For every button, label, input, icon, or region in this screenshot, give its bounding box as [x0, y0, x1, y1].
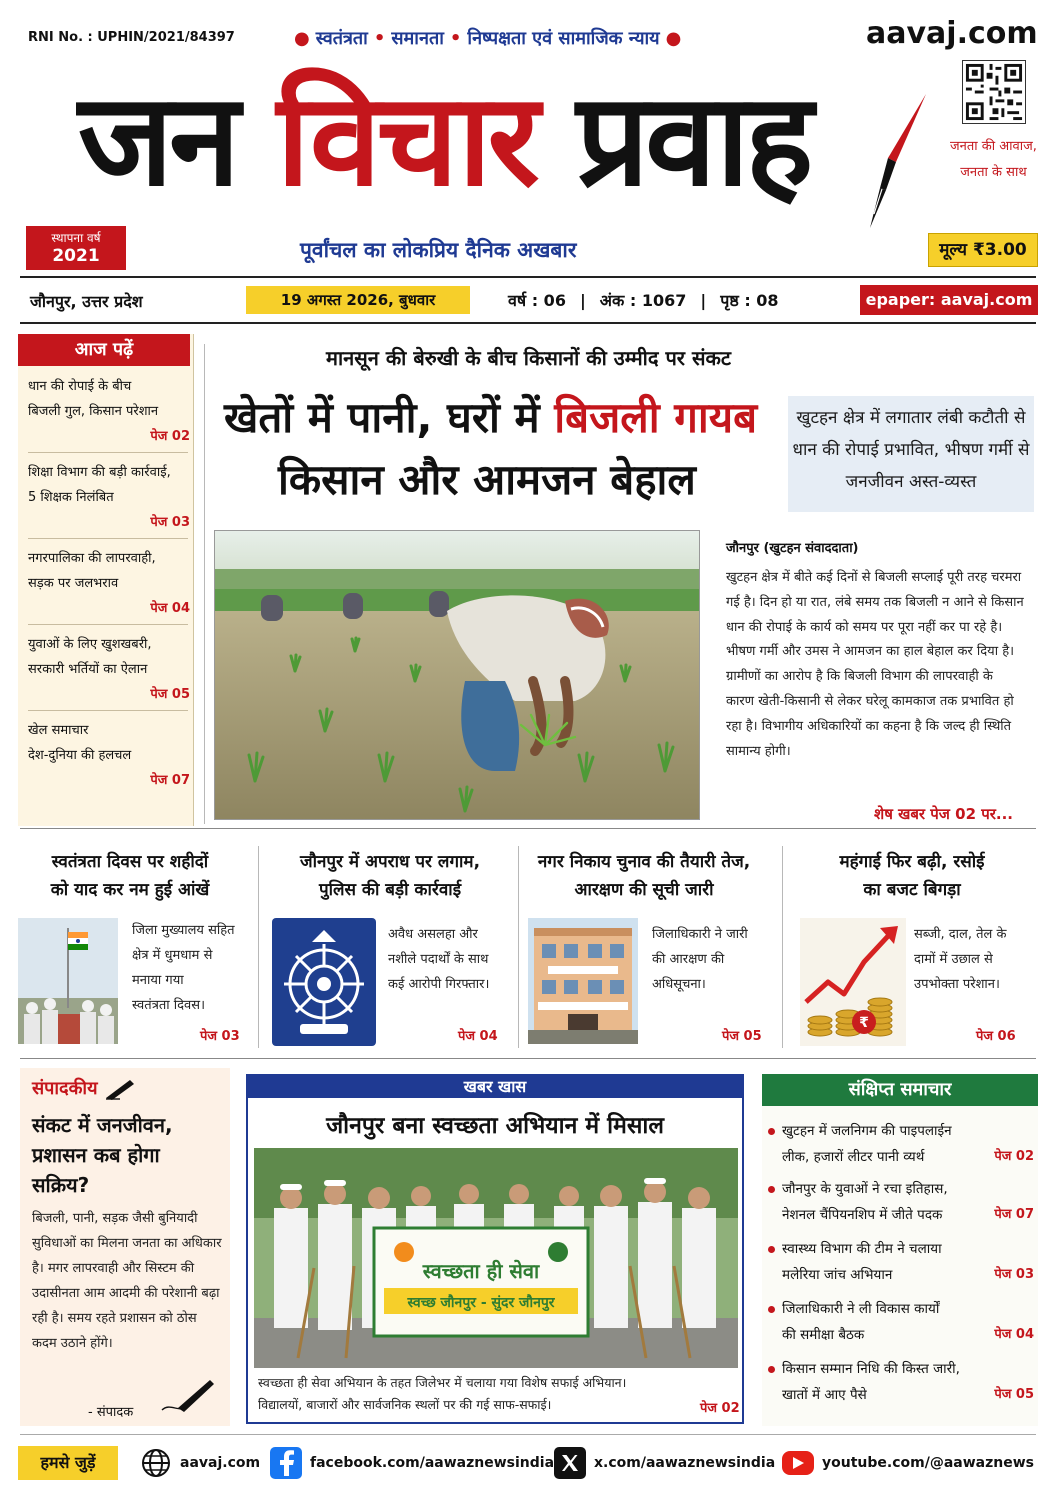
sidebar-title: आज पढ़ें: [18, 334, 190, 366]
brief-news-page: पेज 07: [994, 1207, 1034, 1222]
column-divider: [258, 846, 259, 1048]
brief-news-item[interactable]: [768, 1296, 1038, 1350]
rni-number: RNI No. : UPHIN/2021/84397: [28, 30, 235, 45]
caption-line: स्वच्छता ही सेवा अभियान के तहत जिलेभर में चलाया गया विशेष सफाई अभियान।: [258, 1375, 627, 1390]
brief-news-title: संक्षिप्त समाचार: [762, 1074, 1038, 1106]
sidebar-item-line: धान की रोपाई के बीच: [28, 379, 132, 394]
site-url[interactable]: aavaj.com: [866, 16, 1038, 51]
motto-line: जनता की आवाज,: [950, 139, 1037, 154]
column-divider: [204, 344, 205, 824]
story-title-line: महंगाई फिर बढ़ी, रसोई: [839, 852, 985, 872]
x-icon: [554, 1447, 586, 1479]
story-card-page[interactable]: पेज 05: [722, 1029, 762, 1044]
bullet-icon: ●: [294, 28, 310, 49]
brief-news-line: मलेरिया जांच अभियान: [782, 1267, 893, 1283]
lead-body: खुटहन क्षेत्र में बीते कई दिनों से बिजली सप्लाई पूरी तरह चरमरा गई है। दिन हो या रात, लंबे समय तक बिजली न आने से किसान धान की रोपाई के कार्य को समय पर पूरा नहीं कर पा रहे है। भीषण गर्मी और उमस ने आमजन का हाल बेहाल कर दिया है। ग्रामीणों का आरोप है कि बिजली विभाग की लापरवाही के कारण खेती-किसानी से लेकर घरेलू कामकाज तक प्रभावित हो रहा है। विभागीय अधिकारियों का कहना है कि जल्द ही स्थिति सामान्य होगी।: [726, 570, 1024, 759]
tagline-item: समानता: [391, 28, 444, 49]
special-story-page[interactable]: पेज 02: [700, 1401, 740, 1416]
caption-line: विद्यालयों, बाजारों और सार्वजनिक स्थलों पर की गई साफ-सफाई।: [258, 1397, 552, 1412]
newspaper-title: [78, 66, 809, 216]
brief-news-line: जौनपुर के युवाओं ने रचा इतिहास,: [782, 1181, 948, 1197]
brief-news-line: लीक, हजारों लीटर पानी व्यर्थ: [782, 1149, 925, 1165]
footer-link-website[interactable]: [140, 1447, 260, 1479]
bullet-icon: [768, 1366, 775, 1373]
lead-kicker: मानसून की बेरुखी के बीच किसानों की उम्मीद पर संकट: [326, 346, 731, 370]
qr-code-icon[interactable]: [962, 60, 1026, 124]
tagline-item: स्वतंत्रता: [315, 28, 368, 49]
story-card-title[interactable]: [20, 848, 240, 904]
tagline: [288, 26, 687, 50]
sidebar-item-line: बिजली गुल, किसान परेशान: [28, 404, 159, 419]
sidebar-read-today: [18, 334, 194, 826]
footer-link-text: facebook.com/aawaznewsindia: [310, 1455, 555, 1471]
title-word: विचार: [276, 66, 536, 215]
brief-news-item[interactable]: [768, 1118, 1038, 1172]
brief-news-item[interactable]: [768, 1176, 1038, 1230]
story-text-line: अवैध असलहा और: [388, 927, 478, 942]
story-card-text: [388, 922, 512, 997]
brief-news-line: स्वास्थ्य विभाग की टीम ने चलाया: [782, 1241, 942, 1257]
story-text-line: दामों में उछाल से: [914, 952, 993, 967]
sidebar-item-page: पेज 07: [150, 773, 190, 788]
bullet-icon: [768, 1186, 775, 1193]
story-text-line: उपभोक्ता परेशान।: [914, 977, 1000, 992]
brief-news-page: पेज 03: [994, 1267, 1034, 1282]
brief-news-page: पेज 04: [994, 1327, 1034, 1342]
newspaper-subtitle: पूर्वांचल का लोकप्रिय दैनिक अखबार: [300, 238, 577, 262]
story-text-line: अधिसूचना।: [652, 977, 706, 992]
sidebar-item[interactable]: [28, 632, 190, 707]
story-title-line: पुलिस की बड़ी कार्रवाई: [318, 880, 462, 900]
story-title-line: का बजट बिगड़ा: [863, 880, 961, 900]
story-text-line: सब्जी, दाल, तेल के: [914, 927, 1007, 942]
story-text-line: स्वतंत्रता दिवस।: [132, 998, 205, 1013]
brief-news-text: [782, 1176, 992, 1228]
story-text-line: जिला मुख्यालय सहित: [132, 923, 235, 938]
editorial-title[interactable]: संकट में जनजीवन, प्रशासन कब होगा सक्रिय?: [32, 1113, 173, 1197]
bullet-icon: [768, 1128, 775, 1135]
masthead-rule: [20, 276, 1036, 278]
bullet-icon: •: [373, 28, 386, 49]
svg-text:₹: ₹: [859, 1015, 869, 1031]
issue-date: 19 अगस्त 2026, बुधवार: [246, 286, 470, 314]
story-text-line: क्षेत्र में धुमधाम से: [132, 948, 213, 963]
established-label: स्थापना वर्ष: [51, 231, 101, 245]
story-card-title[interactable]: [270, 848, 510, 904]
story-title-line: स्वतंत्रता दिवस पर शहीदों: [51, 852, 209, 872]
fountain-pen-icon: [866, 92, 930, 232]
brief-news-text: [782, 1296, 992, 1348]
title-word: प्रवाह: [576, 66, 810, 215]
divider: [28, 624, 188, 625]
story-text-line: मनाया गया: [132, 973, 184, 988]
lead-continued-link[interactable]: शेष खबर पेज 02 पर...: [874, 805, 1014, 823]
editorial-signature: - संपादक: [88, 1405, 134, 1420]
sidebar-item[interactable]: [28, 546, 190, 621]
bullet-icon: [768, 1246, 775, 1253]
lead-headline-line2[interactable]: किसान और आमजन बेहाल: [278, 455, 696, 504]
sidebar-item-line: नगरपालिका की लापरवाही,: [28, 551, 156, 566]
sidebar-item[interactable]: [28, 718, 190, 793]
police-emblem-icon[interactable]: [272, 918, 376, 1046]
info-bar: [20, 280, 1036, 320]
footer-link-x[interactable]: [554, 1447, 775, 1479]
tagline-item: निष्पक्षता एवं सामाजिक न्याय: [467, 28, 660, 49]
brief-news-line: खुटहन में जलनिगम की पाइपलाईन: [782, 1123, 952, 1139]
price-badge: मूल्य ₹3.00: [928, 233, 1038, 267]
brief-news-line: जिलाधिकारी ने ली विकास कार्यों: [782, 1301, 940, 1317]
section-rule: [20, 828, 1036, 829]
footer-link-facebook[interactable]: [270, 1447, 554, 1479]
join-us-label: हमसे जुड़ें: [18, 1446, 118, 1480]
footer: [0, 1436, 1054, 1492]
infobar-rule: [20, 322, 1036, 324]
issue-meta: वर्ष : 06 | अंक : 1067 | पृष्ठ : 08: [508, 291, 779, 310]
sidebar-item-line: सरकारी भर्तियों का ऐलान: [28, 662, 148, 677]
story-title-line: नगर निकाय चुनाव की तैयारी तेज,: [537, 852, 751, 872]
section-rule: [20, 1058, 1036, 1059]
divider: [28, 452, 188, 453]
story-text-line: कई आरोपी गिरफ्तार।: [388, 977, 490, 992]
story-card-title[interactable]: [524, 848, 764, 904]
editorial-box: [20, 1068, 230, 1426]
sidebar-item-page: पेज 05: [150, 687, 190, 702]
story-card-page[interactable]: पेज 04: [458, 1029, 498, 1044]
editorial-body: बिजली, पानी, सड़क जैसी बुनियादी सुविधाओं का मिलना जनता का अधिकार है। मगर लापरवाही और सिस्टम की उदासीनता आम आदमी की परेशानी बढ़ा रही है। समय रहते प्रशासन को ठोस कदम उठाने होंगे।: [32, 1211, 222, 1351]
sidebar-item-line: देश-दुनिया की हलचल: [28, 748, 132, 763]
sidebar-item-page: पेज 04: [150, 601, 190, 616]
brief-news-text: [782, 1356, 992, 1408]
editorial-label: [32, 1076, 136, 1100]
editorial-label-text: संपादकीय: [32, 1078, 98, 1099]
motto: [950, 134, 1037, 186]
footer-rule: [20, 1434, 1036, 1435]
title-word: जन: [78, 66, 237, 215]
story-card-page[interactable]: पेज 06: [976, 1029, 1016, 1044]
established-year: 2021: [52, 246, 100, 266]
brief-news-page: पेज 05: [994, 1387, 1034, 1402]
youtube-icon: [782, 1451, 814, 1475]
lead-summary-box: खुटहन क्षेत्र में लगातार लंबी कटौती से धान की रोपाई प्रभावित, भीषण गर्मी से जनजीवन अस्त-व्यस्त: [788, 396, 1034, 512]
banner-line: स्वच्छता ही सेवा: [422, 1259, 540, 1283]
lead-photo-paddy-field[interactable]: [214, 530, 700, 820]
story-card-text: [132, 918, 250, 1018]
epaper-link[interactable]: epaper: aavaj.com: [860, 285, 1038, 315]
volume-year: वर्ष : 06: [508, 291, 566, 310]
sidebar-item-page: पेज 03: [150, 515, 190, 530]
brief-news-text: [782, 1118, 992, 1170]
headline-highlight: बिजली गायब: [554, 393, 758, 442]
story-text-line: जिलाधिकारी ने जारी: [652, 927, 748, 942]
independence-day-photo[interactable]: [18, 918, 118, 1044]
sidebar-item-line: शिक्षा विभाग की बड़ी कार्रवाई,: [28, 465, 171, 480]
bullet-icon: [768, 1306, 775, 1313]
story-title-line: जौनपुर में अपराध पर लगाम,: [299, 852, 481, 872]
story-card-title[interactable]: [790, 848, 1034, 904]
column-divider: [518, 846, 519, 1048]
bullet-icon: ●: [665, 28, 682, 49]
story-title-line: को याद कर नम हुई आंखें: [50, 880, 210, 900]
pen-icon: [104, 1078, 136, 1100]
location: जौनपुर, उत्तर प्रदेश: [30, 292, 143, 311]
globe-icon: [140, 1447, 172, 1479]
brief-news-item[interactable]: [768, 1356, 1038, 1410]
special-story-label: खबर खास: [248, 1076, 742, 1098]
story-card-text: [652, 922, 764, 997]
facebook-icon: [270, 1447, 302, 1479]
brief-news-text: [782, 1236, 992, 1288]
brief-news-box: [762, 1074, 1038, 1426]
lead-dateline: जौनपुर (खुटहन संवाददाता): [726, 541, 859, 556]
story-text-line: नशीले पदार्थों के साथ: [388, 952, 489, 967]
footer-link-text: x.com/aawaznewsindia: [594, 1455, 776, 1471]
brief-news-page: पेज 02: [994, 1149, 1034, 1164]
sidebar-item-line: सड़क पर जलभराव: [28, 576, 119, 591]
story-card-text: [914, 922, 1034, 997]
brief-news-line: नेशनल चैंपियनशिप में जीते पदक: [782, 1207, 943, 1223]
brief-news-item[interactable]: [768, 1236, 1038, 1290]
footer-link-text: youtube.com/@aawaznews: [822, 1455, 1034, 1471]
footer-link-youtube[interactable]: [782, 1447, 1034, 1479]
lead-headline[interactable]: [224, 388, 757, 445]
special-story-box: [246, 1074, 744, 1424]
sidebar-item[interactable]: [28, 374, 190, 449]
sidebar-item-line: 5 शिक्षक निलंबित: [28, 490, 114, 505]
established-badge: [26, 226, 126, 270]
column-divider: [782, 846, 783, 1048]
divider: [28, 538, 188, 539]
sidebar-item-line: खेल समाचार: [28, 723, 89, 738]
brief-news-line: की समीक्षा बैठक: [782, 1327, 865, 1343]
inflation-chart-icon[interactable]: [800, 918, 906, 1046]
story-text-line: की आरक्षण की: [652, 952, 725, 967]
footer-link-text: aavaj.com: [180, 1455, 261, 1471]
motto-line: जनता के साथ: [960, 165, 1027, 180]
story-card-page[interactable]: पेज 03: [200, 1029, 240, 1044]
cleanliness-drive-photo[interactable]: [254, 1148, 738, 1368]
story-title-line: आरक्षण की सूची जारी: [574, 880, 714, 900]
brief-news-line: खातों में आए पैसे: [782, 1387, 867, 1403]
divider: [28, 710, 188, 711]
headline-text: खेतों में पानी, घरों में: [224, 393, 555, 442]
signing-pen-icon: [160, 1374, 220, 1414]
issue-number: अंक : 1067: [599, 291, 687, 310]
bullet-icon: •: [449, 28, 462, 49]
sidebar-item-line: युवाओं के लिए खुशखबरी,: [28, 637, 152, 652]
special-story-caption: [258, 1372, 688, 1416]
special-story-title[interactable]: जौनपुर बना स्वच्छता अभियान में मिसाल: [326, 1113, 664, 1139]
brief-news-line: किसान सम्मान निधि की किस्त जारी,: [782, 1361, 960, 1377]
sidebar-item-page: पेज 02: [150, 429, 190, 444]
banner-line: स्वच्छ जौनपुर - सुंदर जौनपुर: [407, 1295, 555, 1311]
municipal-building-photo[interactable]: [528, 918, 638, 1044]
page-count: पृष्ठ : 08: [720, 291, 779, 310]
sidebar-item[interactable]: [28, 460, 190, 535]
